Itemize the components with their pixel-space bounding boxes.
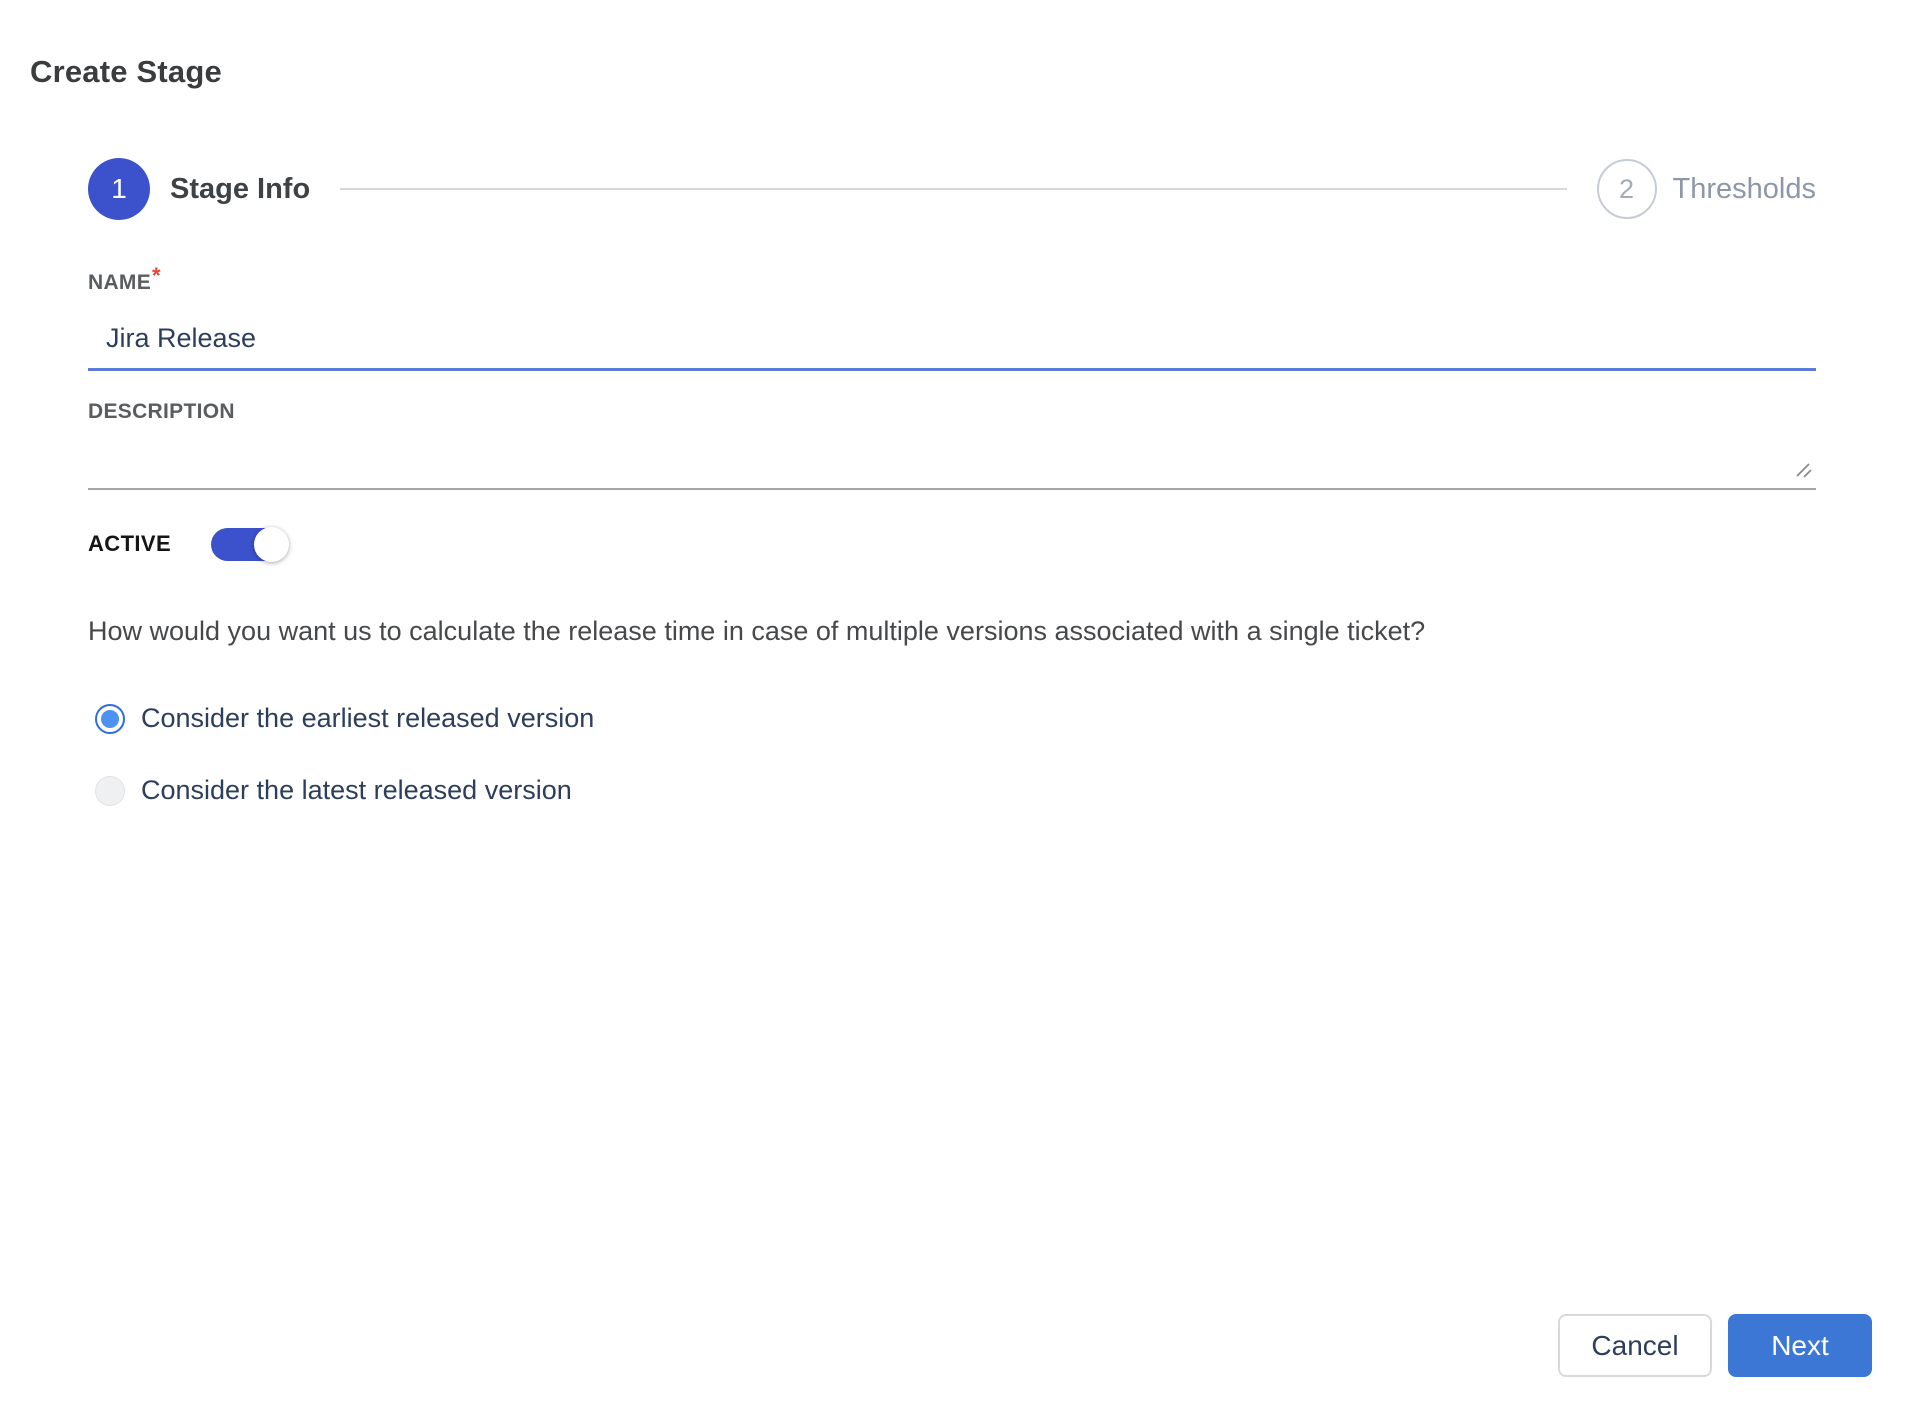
step-connector-line (340, 188, 1566, 190)
description-area-underline (88, 426, 1816, 490)
required-asterisk: * (152, 263, 161, 288)
active-label: ACTIVE (88, 531, 172, 556)
step-2-label: Thresholds (1672, 172, 1816, 205)
step-2-indicator[interactable] (1597, 159, 1657, 219)
step-1-number: 1 (111, 173, 127, 204)
name-field-group (88, 263, 1816, 371)
wizard-stepper (88, 158, 1816, 220)
radio-selected-icon (95, 704, 125, 734)
active-toggle-row (88, 527, 288, 561)
radio-option-latest-label: Consider the latest released version (141, 775, 572, 805)
step-1-label: Stage Info (170, 172, 311, 205)
footer-actions (1558, 1314, 1872, 1377)
radio-option-earliest[interactable] (95, 703, 594, 734)
name-input[interactable] (88, 299, 1816, 368)
version-question-text: How would you want us to calculate the release time in case of multiple versions associated with a single ticket? (88, 616, 1426, 646)
cancel-button[interactable]: Cancel (1558, 1314, 1712, 1377)
radio-unselected-icon (95, 776, 125, 806)
name-input-underline (88, 299, 1816, 371)
page-title: Create Stage (30, 54, 222, 89)
step-1-indicator[interactable] (88, 158, 150, 220)
radio-option-earliest-label: Consider the earliest released version (141, 703, 595, 733)
next-button[interactable]: Next (1728, 1314, 1872, 1377)
radio-dot (101, 710, 119, 728)
description-field-label: DESCRIPTION (88, 400, 235, 423)
resize-handle-icon[interactable] (1794, 460, 1814, 485)
toggle-knob (254, 527, 289, 562)
name-field-label: NAME (88, 271, 152, 294)
active-toggle[interactable] (211, 528, 288, 561)
version-option-group (95, 703, 594, 806)
description-textarea[interactable] (88, 426, 1816, 488)
step-2-number: 2 (1619, 173, 1635, 204)
radio-option-latest[interactable] (95, 775, 594, 806)
description-field-group (88, 400, 1816, 490)
